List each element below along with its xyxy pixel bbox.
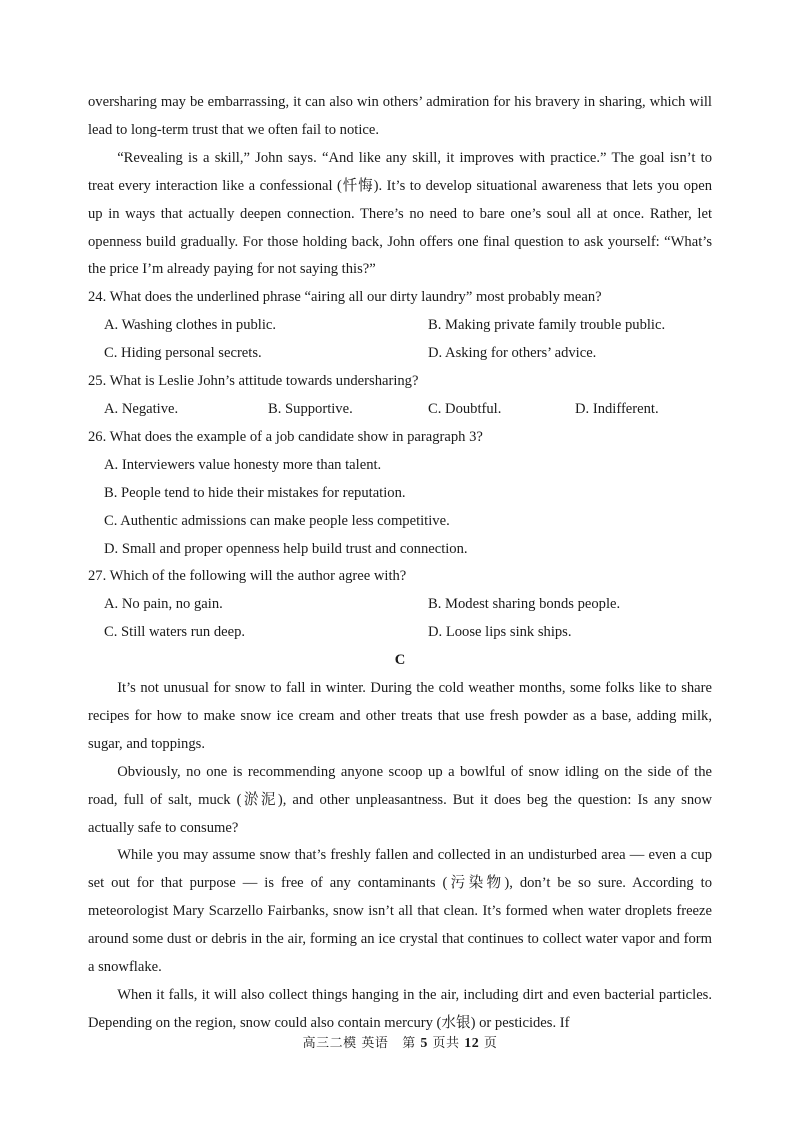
footer-exam: 高三二模 bbox=[302, 1036, 357, 1051]
option-b: B. People tend to hide their mistakes for reputation. bbox=[104, 484, 406, 501]
option-d: D. Small and proper openness help build trust and connection. bbox=[104, 540, 468, 557]
option-b: B. Modest sharing bonds people. bbox=[428, 596, 621, 613]
question-25-stem: 25. What is Leslie John’s attitude towards undersharing? bbox=[88, 373, 419, 390]
option-d: D. Asking for others’ advice. bbox=[428, 345, 597, 362]
question-27-options bbox=[88, 591, 712, 647]
passage-c-paragraph: It’s not unusual for snow to fall in winter. During the cold weather months, some folks like to share recipes for how to make snow ice cream and other treats that use fresh powder as a base, adding milk, sugar, and toppings. bbox=[88, 680, 712, 752]
question-25-options bbox=[88, 396, 712, 424]
passage-b-paragraph: “Revealing is a skill,” John says. “And like any skill, it improves with practice.” The goal isn’t to treat every interaction like a confessional (忏悔). It’s to develop situational awareness that lets you open up in ways that actually deepen connection. There’s no need to bare one’s soul all at once. Rather, let openness build gradually. For those holding back, John offers one final question to ask yourself: “What’s the price I’m already paying for not saying this?” bbox=[88, 149, 712, 278]
passage-c-paragraph: When it falls, it will also collect things hanging in the air, including dirt and even bacterial particles. Depending on the region, snow could also contain mercury (水银) or pesticides. If bbox=[88, 987, 712, 1031]
option-c: C. Still waters run deep. bbox=[104, 624, 246, 641]
section-heading: C bbox=[394, 652, 406, 669]
option-c: C. Doubtful. bbox=[428, 400, 502, 417]
option-a: A. Interviewers value honesty more than talent. bbox=[104, 456, 382, 473]
option-a: A. No pain, no gain. bbox=[104, 596, 223, 613]
option-d: D. Loose lips sink ships. bbox=[428, 624, 572, 641]
passage-c-paragraph: Obviously, no one is recommending anyone scoop up a bowlful of snow idling on the side of the road, full of salt, muck (淤泥), and other unpleasantness. But it does beg the question: Is any snow actually safe to consume? bbox=[88, 763, 712, 836]
passage-b-paragraph: oversharing may be embarrassing, it can also win others’ admiration for his bravery in sharing, which will lead to long-term trust that we often fail to notice. bbox=[88, 94, 712, 138]
footer-subject: 英语 bbox=[361, 1036, 389, 1051]
footer-page-total: 12 bbox=[464, 1036, 480, 1051]
footer-page-number: 5 bbox=[420, 1036, 428, 1051]
option-a: A. Negative. bbox=[104, 400, 179, 417]
option-a: A. Washing clothes in public. bbox=[104, 317, 277, 334]
question-26-options bbox=[88, 452, 712, 564]
option-b: B. Supportive. bbox=[268, 400, 353, 417]
option-d: D. Indifferent. bbox=[575, 400, 659, 417]
question-24-stem: 24. What does the underlined phrase “airing all our dirty laundry” most probably mean? bbox=[88, 289, 602, 306]
question-24-options bbox=[88, 312, 712, 368]
question-26-stem: 26. What does the example of a job candidate show in paragraph 3? bbox=[88, 428, 483, 445]
question-27-stem: 27. Which of the following will the author agree with? bbox=[88, 568, 407, 585]
footer-page-prefix: 第 bbox=[402, 1036, 416, 1051]
footer-page-mid: 页共 bbox=[432, 1036, 460, 1051]
page-footer bbox=[0, 1032, 800, 1052]
option-b: B. Making private family trouble public. bbox=[428, 317, 666, 334]
footer-page-suffix: 页 bbox=[483, 1036, 498, 1051]
option-c: C. Authentic admissions can make people less competitive. bbox=[104, 512, 450, 529]
option-c: C. Hiding personal secrets. bbox=[104, 345, 262, 362]
passage-c-paragraph: While you may assume snow that’s freshly fallen and collected in an undisturbed area — even a cup set out for that purpose — is free of any contaminants (污染物), don’t be so sure. According to meteorologist Mary Scarzello Fairbanks, snow isn’t all that clean. It’s formed when water droplets freeze around some dust or debris in the air, forming an ice crystal that continues to collect water vapor and form a snowflake. bbox=[88, 847, 712, 976]
exam-page bbox=[88, 89, 712, 1038]
